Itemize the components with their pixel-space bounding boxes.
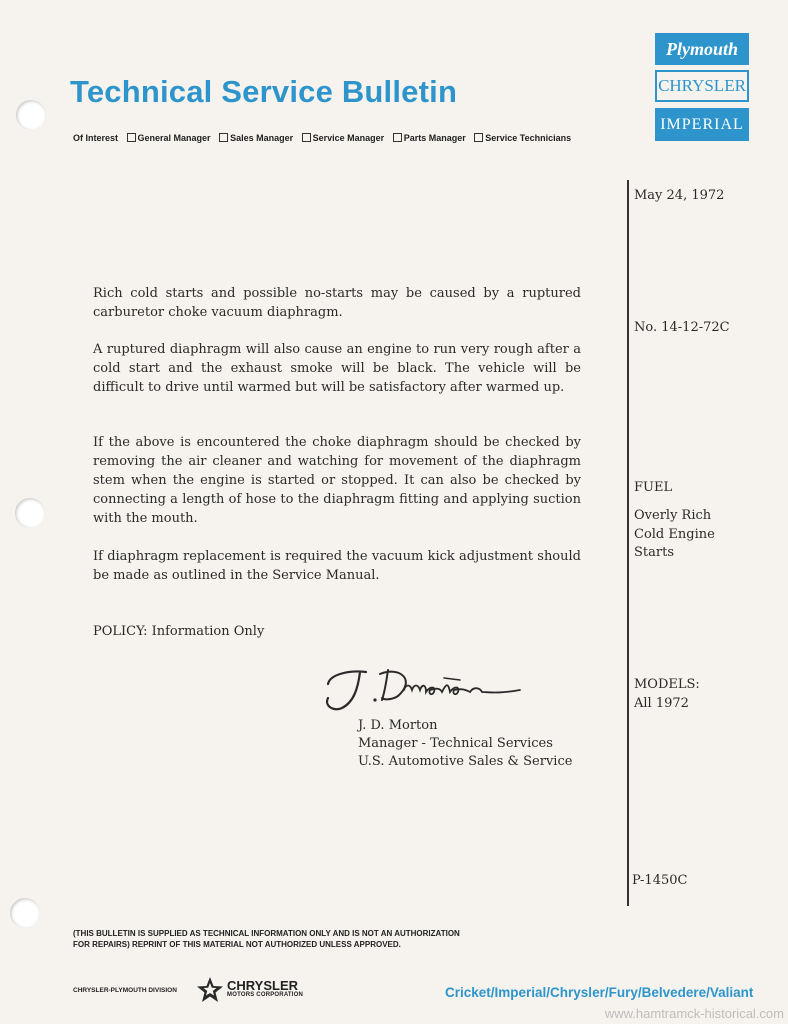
body-paragraph: Rich cold starts and possible no-starts may be caused by a ruptured carburetor choke vacuum diaphragm. <box>93 286 581 320</box>
chrysler-corp-logo: CHRYSLER MOTORS CORPORATION <box>227 978 304 998</box>
subject-line: Starts <box>634 545 674 560</box>
policy-line: POLICY: Information Only <box>93 624 265 639</box>
models-footer: Cricket/Imperial/Chrysler/Fury/Belvedere/Valiant <box>445 985 754 1000</box>
checkbox-icon <box>302 133 311 142</box>
bulletin-category: FUEL <box>634 480 673 495</box>
of-interest-label: Of Interest <box>73 133 119 143</box>
recipient-label: Service Technicians <box>485 133 572 143</box>
punch-hole <box>10 898 40 928</box>
bulletin-number: No. 14-12-72C <box>634 320 730 335</box>
imperial-logo: IMPERIAL <box>655 108 749 141</box>
signature-image <box>320 660 530 716</box>
punch-hole <box>16 100 46 130</box>
publication-number: P-1450C <box>632 873 688 888</box>
division-label: CHRYSLER-PLYMOUTH DIVISION <box>73 987 177 994</box>
body-paragraph: A ruptured diaphragm will also cause an engine to run very rough after a cold start and the exhaust smoke will be black. The vehicle will be difficult to drive until warmed but will be satisfactory after warmed up. <box>93 342 581 395</box>
models-block <box>634 676 700 713</box>
recipient-label: Sales Manager <box>230 133 294 143</box>
disclaimer: (THIS BULLETIN IS SUPPLIED AS TECHNICAL INFORMATION ONLY AND IS NOT AN AUTHORIZATION FOR REPAIRS) REPRINT OF THIS MATERIAL NOT AUTHORIZED UNLESS APPROVED. <box>73 929 460 949</box>
recipient-label: Parts Manager <box>403 133 466 143</box>
bulletin-title: Technical Service Bulletin <box>70 74 458 109</box>
punch-hole <box>15 498 45 528</box>
models-label: MODELS: <box>634 677 700 692</box>
models-value: All 1972 <box>634 695 689 711</box>
subject-line: Overly Rich <box>634 508 712 523</box>
of-interest-row <box>73 133 571 143</box>
checkbox-icon <box>127 133 136 142</box>
plymouth-logo: Plymouth <box>655 33 749 65</box>
subject-line: Cold Engine <box>634 526 715 542</box>
checkbox-icon <box>219 133 228 142</box>
body-paragraph: If the above is encountered the choke diaphragm should be checked by removing the air cleaner and watching for movement of the diaphragm stem when the engine is started or stopped. It can also be checked by connecting a length of hose to the diaphragm fitting and applying suction with the mouth. <box>93 435 581 526</box>
chrysler-logo: CHRYSLER <box>655 70 749 102</box>
signer-org: U.S. Automotive Sales & Service <box>358 754 573 769</box>
signer-title: Manager - Technical Services <box>358 736 553 751</box>
signer-name: J. D. Morton <box>358 718 438 733</box>
checkbox-icon <box>474 133 483 142</box>
bulletin-date: May 24, 1972 <box>634 188 725 203</box>
bulletin-subject <box>634 507 715 563</box>
recipient-label: Service Manager <box>312 133 385 143</box>
watermark: www.hamtramck-historical.com <box>604 1006 784 1021</box>
recipient-label: General Manager <box>137 133 211 143</box>
sidebar-divider <box>627 180 629 906</box>
pentastar-icon <box>196 976 224 1004</box>
checkbox-icon <box>393 133 402 142</box>
body-paragraph: If diaphragm replacement is required the vacuum kick adjustment should be made as outlined in the Service Manual. <box>93 549 581 583</box>
signature-block <box>358 717 572 771</box>
